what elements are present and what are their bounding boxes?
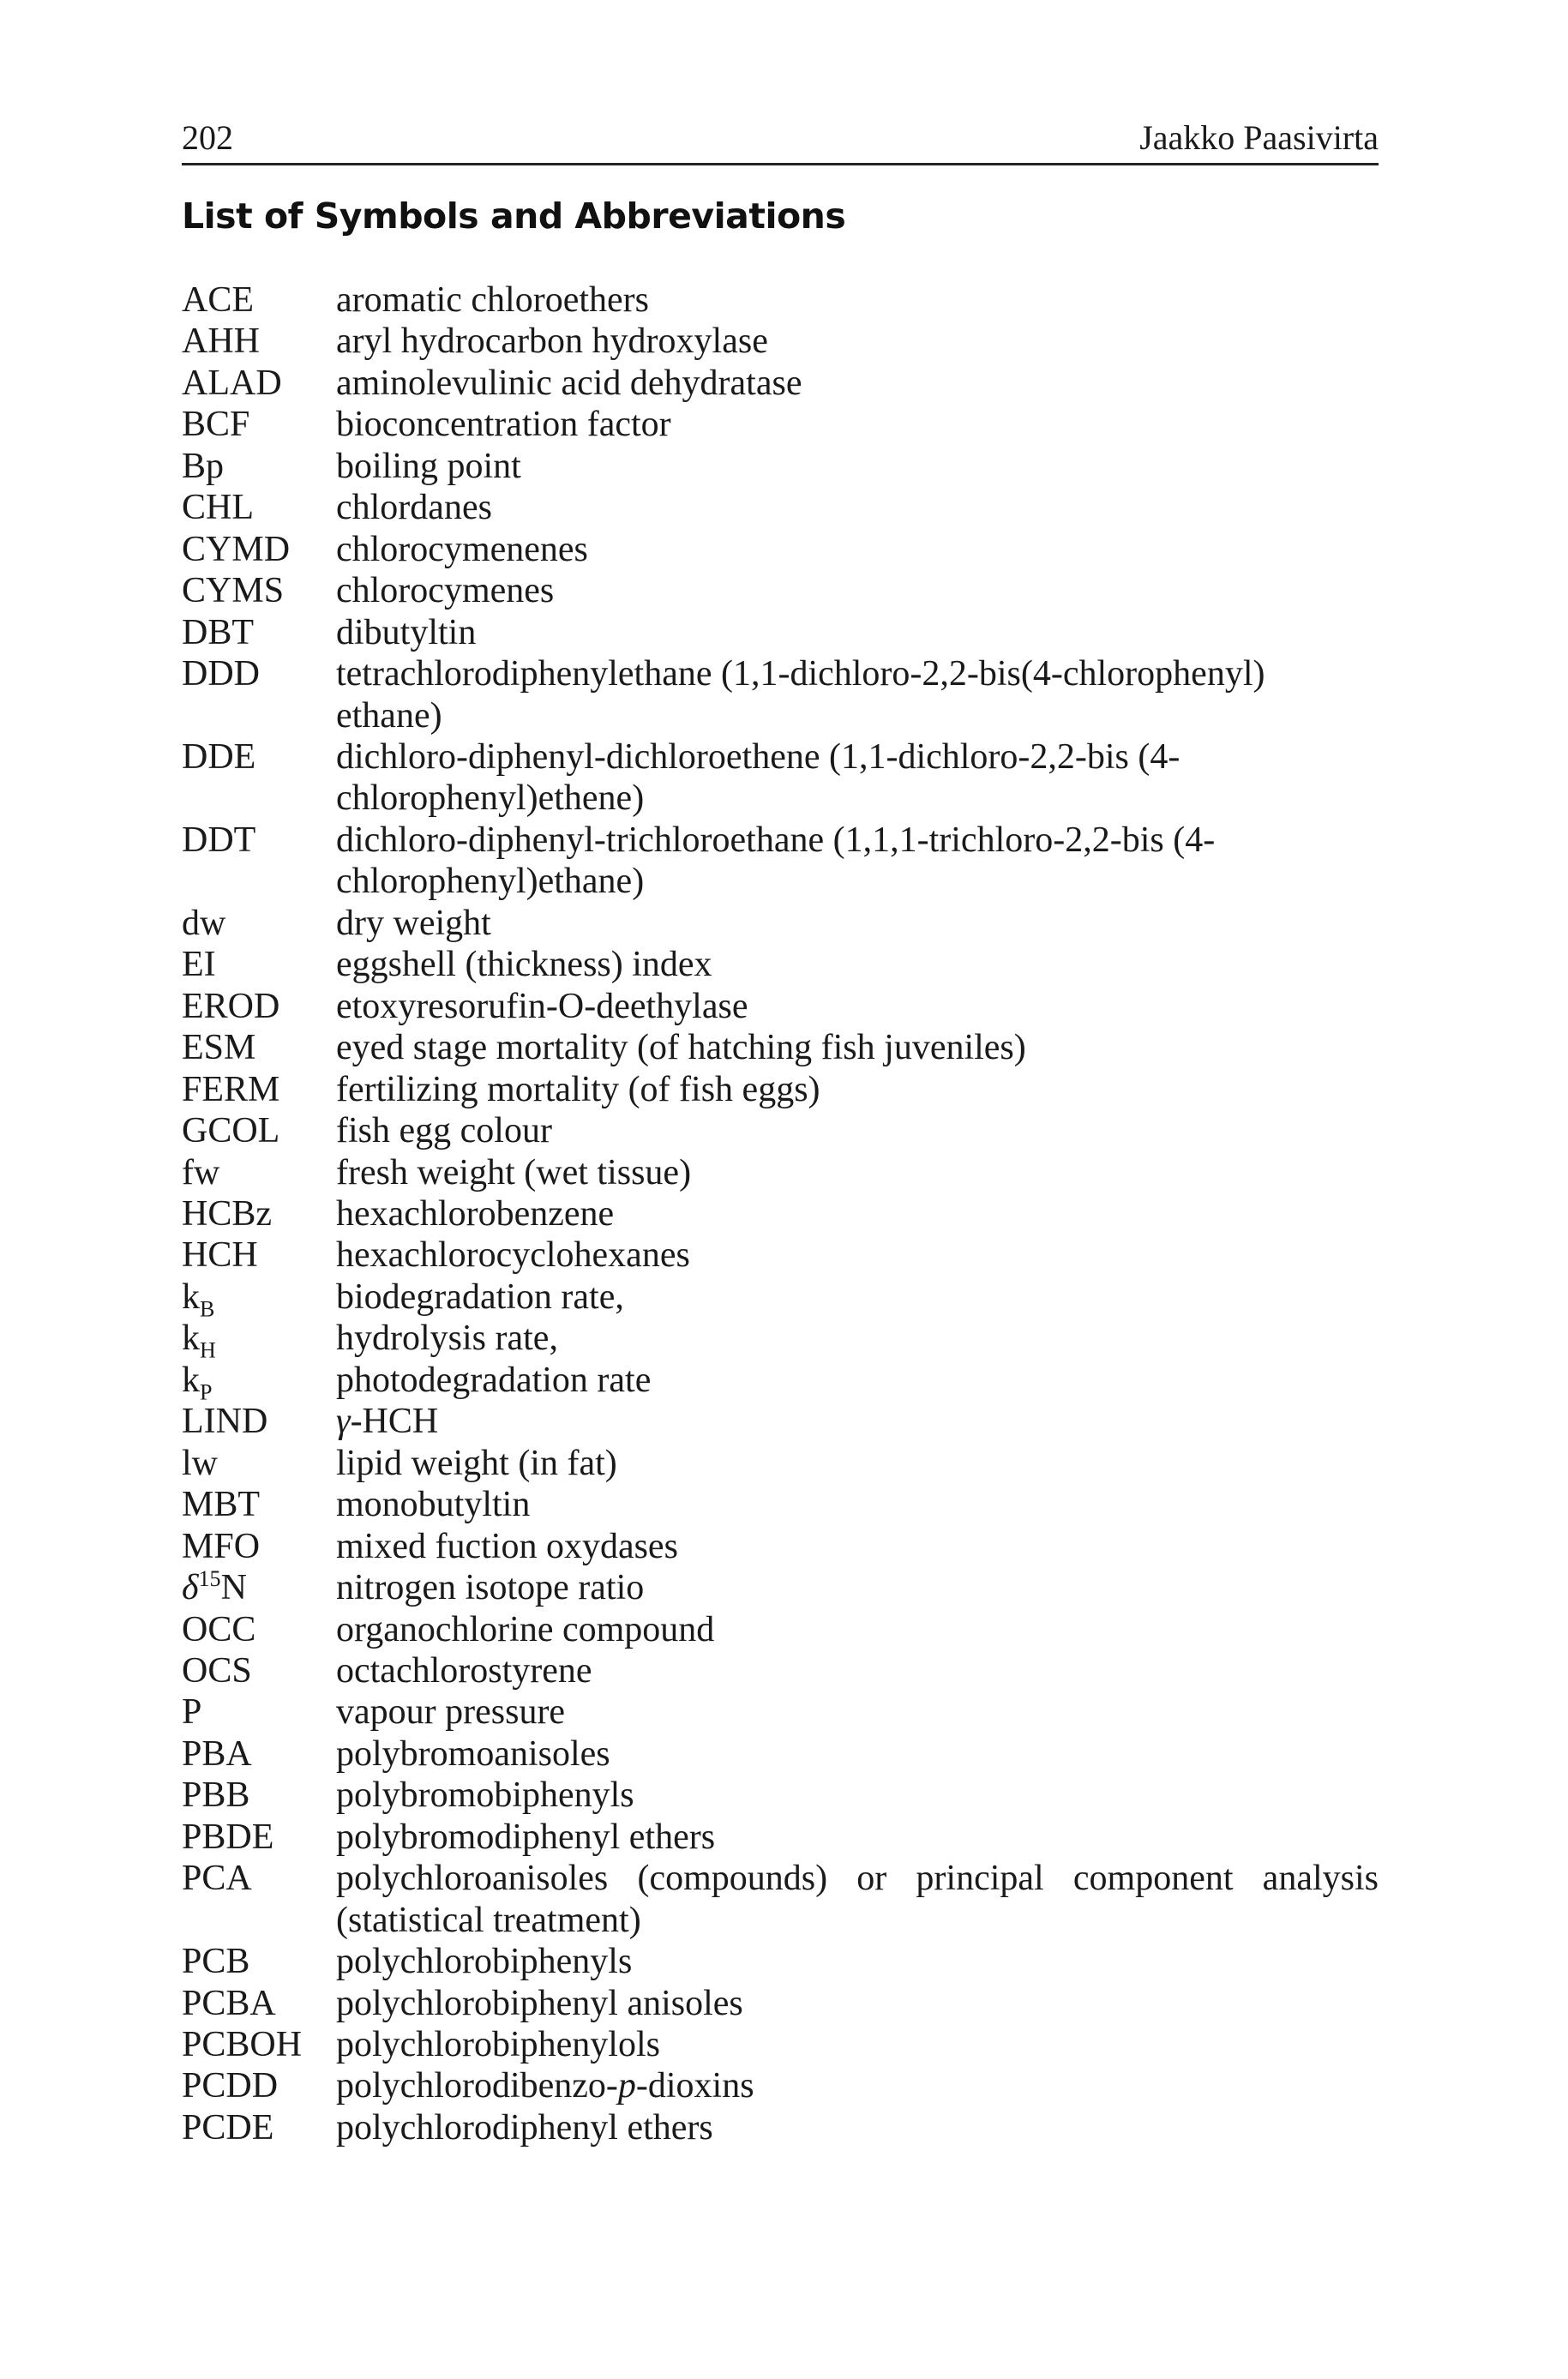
abbreviation-definition: monobutyltin (336, 1485, 531, 1525)
term-base: k (182, 1277, 200, 1317)
abbreviation-definition: dichloro-diphenyl-dichloroethene (1,1-dichloro-2,2-bis (4-chlorophenyl)ethene) (336, 736, 1181, 819)
abbreviation-term (182, 1567, 336, 1608)
abbreviation-term: EI (182, 945, 216, 985)
abbreviation-term: ACE (182, 280, 254, 320)
abbreviation-term: OCC (182, 1609, 256, 1649)
abbreviation-row (182, 529, 1379, 570)
abbreviation-definition (336, 2065, 1379, 2106)
term-subscript: P (200, 1379, 213, 1405)
term-base: k (182, 1360, 200, 1400)
term-base: k (182, 1319, 200, 1359)
abbreviation-term: CYMS (182, 571, 285, 611)
abbreviation-definition: eyed stage mortality (of hatching fish juveniles) (336, 1028, 1026, 1068)
abbreviation-row (182, 2065, 1379, 2106)
abbreviation-definition: hexachlorocyclohexanes (336, 1235, 690, 1276)
abbreviation-term: HCBz (182, 1193, 272, 1234)
definition-italic: p (617, 2066, 636, 2106)
abbreviation-definition: mixed fuction oxydases (336, 1526, 678, 1566)
abbreviation-row (182, 1817, 1379, 1858)
abbreviation-term: PCB (182, 1942, 250, 1982)
abbreviation-row (182, 1069, 1379, 1110)
abbreviation-row (182, 404, 1379, 445)
abbreviation-definition: chlorocymenes (336, 571, 555, 611)
abbreviation-row (182, 321, 1379, 362)
abbreviation-row (182, 1235, 1379, 1276)
abbreviation-row (182, 653, 1379, 736)
abbreviation-row (182, 1193, 1379, 1235)
abbreviation-row (182, 1941, 1379, 1982)
abbreviation-term: AHH (182, 321, 260, 362)
abbreviation-term: MBT (182, 1485, 261, 1525)
abbreviation-term (182, 1277, 336, 1322)
abbreviation-row (182, 487, 1379, 528)
abbreviation-term: CYMD (182, 529, 291, 569)
abbreviation-definition: chlordanes (336, 488, 492, 528)
abbreviation-definition: organochlorine compound (336, 1609, 715, 1649)
abbreviation-row (182, 1609, 1379, 1650)
abbreviation-term: DDT (182, 820, 256, 860)
definition-greek-prefix: γ (336, 1402, 351, 1442)
abbreviation-definition: polybromodiphenyl ethers (336, 1817, 716, 1857)
abbreviation-term: DDD (182, 654, 260, 694)
abbreviation-term: BCF (182, 405, 250, 445)
abbreviation-definition: biodegradation rate, (336, 1277, 624, 1317)
abbreviation-row (182, 612, 1379, 653)
abbreviation-definition: polychlorobiphenyl anisoles (336, 1983, 743, 2023)
abbreviation-definition: boiling point (336, 446, 521, 486)
abbreviation-term: ESM (182, 1028, 256, 1068)
abbreviation-row (182, 1775, 1379, 1816)
abbreviation-definition: lipid weight (in fat) (336, 1443, 617, 1483)
abbreviation-row (182, 279, 1379, 321)
abbreviation-definition: dry weight (336, 903, 491, 943)
abbreviation-row (182, 1027, 1379, 1068)
abbreviation-definition: polybromobiphenyls (336, 1775, 634, 1816)
abbreviation-definition: octachlorostyrene (336, 1650, 592, 1691)
abbreviation-row (182, 1110, 1379, 1151)
abbreviation-row (182, 1443, 1379, 1484)
abbreviation-term: CHL (182, 488, 254, 528)
term-superscript: 15 (198, 1566, 221, 1592)
abbreviation-term: PCBOH (182, 2025, 303, 2065)
abbreviation-term: DBT (182, 612, 254, 652)
abbreviation-row (182, 1733, 1379, 1775)
abbreviation-row (182, 1650, 1379, 1691)
abbreviation-row (182, 1152, 1379, 1193)
abbreviation-row (182, 944, 1379, 985)
abbreviation-term: PCBA (182, 1983, 276, 2023)
abbreviation-definition: tetrachlorodiphenylethane (1,1-dichloro-2,2-bis(4-chlorophenyl) ethane) (336, 654, 1265, 736)
abbreviation-term: HCH (182, 1235, 258, 1276)
abbreviation-row (182, 570, 1379, 611)
abbreviation-row (182, 2107, 1379, 2148)
running-head-author: Jaakko Paasivirta (1139, 118, 1379, 157)
abbreviation-definition: bioconcentration factor (336, 405, 671, 445)
abbreviation-definition: aminolevulinic acid dehydratase (336, 363, 802, 403)
abbreviation-definition (336, 1401, 1379, 1442)
term-subscript: B (200, 1296, 215, 1322)
abbreviation-row (182, 446, 1379, 487)
abbreviation-term: P (182, 1692, 202, 1733)
term-base: δ (182, 1568, 199, 1608)
abbreviation-row (182, 1526, 1379, 1567)
definition-text: polychlorodibenzo- (336, 2066, 618, 2106)
abbreviation-definition: photodegradation rate (336, 1360, 652, 1400)
abbreviation-definition: chlorocymenenes (336, 529, 588, 569)
abbreviation-term: PCDD (182, 2066, 279, 2106)
abbreviation-row (182, 1858, 1379, 1941)
abbreviation-definition: fish egg colour (336, 1111, 552, 1151)
abbreviation-term: ALAD (182, 363, 282, 403)
page-number: 202 (182, 118, 233, 157)
abbreviation-term: PBA (182, 1733, 252, 1774)
abbreviation-list (182, 279, 1379, 2148)
abbreviation-term: PCDE (182, 2107, 274, 2148)
section-title: List of Symbols and Abbreviations (182, 195, 846, 237)
abbreviation-term: fw (182, 1152, 220, 1193)
abbreviation-term: EROD (182, 986, 280, 1026)
abbreviation-definition: polychloroanisoles (compounds) or principal component analysis (statistical treatment) (336, 1859, 1379, 1940)
abbreviation-row (182, 1360, 1379, 1405)
abbreviation-row (182, 1401, 1379, 1442)
abbreviation-row (182, 1983, 1379, 2024)
abbreviation-term: OCS (182, 1650, 252, 1691)
abbreviation-term: MFO (182, 1526, 261, 1566)
abbreviation-term: PBB (182, 1775, 250, 1816)
term-subscript: H (200, 1337, 216, 1363)
abbreviation-term: FERM (182, 1069, 280, 1109)
abbreviation-row (182, 363, 1379, 404)
abbreviation-term: PBDE (182, 1817, 274, 1857)
abbreviation-definition: polybromoanisoles (336, 1733, 610, 1774)
abbreviation-definition: aryl hydrocarbon hydroxylase (336, 321, 768, 362)
abbreviation-definition: dichloro-diphenyl-trichloroethane (1,1,1-trichloro-2,2-bis (4-chlorophenyl)ethane) (336, 820, 1216, 902)
definition-text: -dioxins (635, 2066, 754, 2106)
abbreviation-term: lw (182, 1443, 218, 1483)
book-page (182, 0, 1379, 2379)
running-head (182, 118, 1379, 165)
abbreviation-term (182, 1360, 336, 1405)
abbreviation-definition: hydrolysis rate, (336, 1319, 558, 1359)
abbreviation-term: GCOL (182, 1111, 280, 1151)
abbreviation-row (182, 903, 1379, 944)
abbreviation-definition: aromatic chloroethers (336, 280, 649, 320)
abbreviation-definition: etoxyresorufin-O-deethylase (336, 986, 748, 1026)
abbreviation-row (182, 1277, 1379, 1322)
abbreviation-row (182, 986, 1379, 1027)
abbreviation-definition: eggshell (thickness) index (336, 945, 712, 985)
abbreviation-row (182, 736, 1379, 820)
abbreviation-term: DDE (182, 736, 256, 777)
abbreviation-definition: dibutyltin (336, 612, 477, 652)
abbreviation-definition: fresh weight (wet tissue) (336, 1152, 692, 1193)
abbreviation-row (182, 1691, 1379, 1733)
abbreviation-row (182, 1318, 1379, 1363)
abbreviation-term: Bp (182, 446, 225, 486)
abbreviation-definition: polychlorodiphenyl ethers (336, 2107, 713, 2148)
abbreviation-definition: nitrogen isotope ratio (336, 1568, 645, 1608)
abbreviation-row (182, 1567, 1379, 1608)
abbreviation-definition: polychlorobiphenyls (336, 1942, 633, 1982)
abbreviation-row (182, 1484, 1379, 1525)
definition-text: -HCH (350, 1402, 439, 1442)
abbreviation-term: PCA (182, 1859, 252, 1899)
term-tail: N (220, 1568, 247, 1608)
abbreviation-definition: polychlorobiphenylols (336, 2025, 660, 2065)
abbreviation-row (182, 2024, 1379, 2065)
abbreviation-term: LIND (182, 1402, 268, 1442)
abbreviation-term (182, 1318, 336, 1363)
abbreviation-definition: hexachlorobenzene (336, 1193, 615, 1234)
abbreviation-row (182, 820, 1379, 903)
abbreviation-definition: fertilizing mortality (of fish eggs) (336, 1069, 820, 1109)
abbreviation-term: dw (182, 903, 226, 943)
abbreviation-definition: vapour pressure (336, 1692, 566, 1733)
